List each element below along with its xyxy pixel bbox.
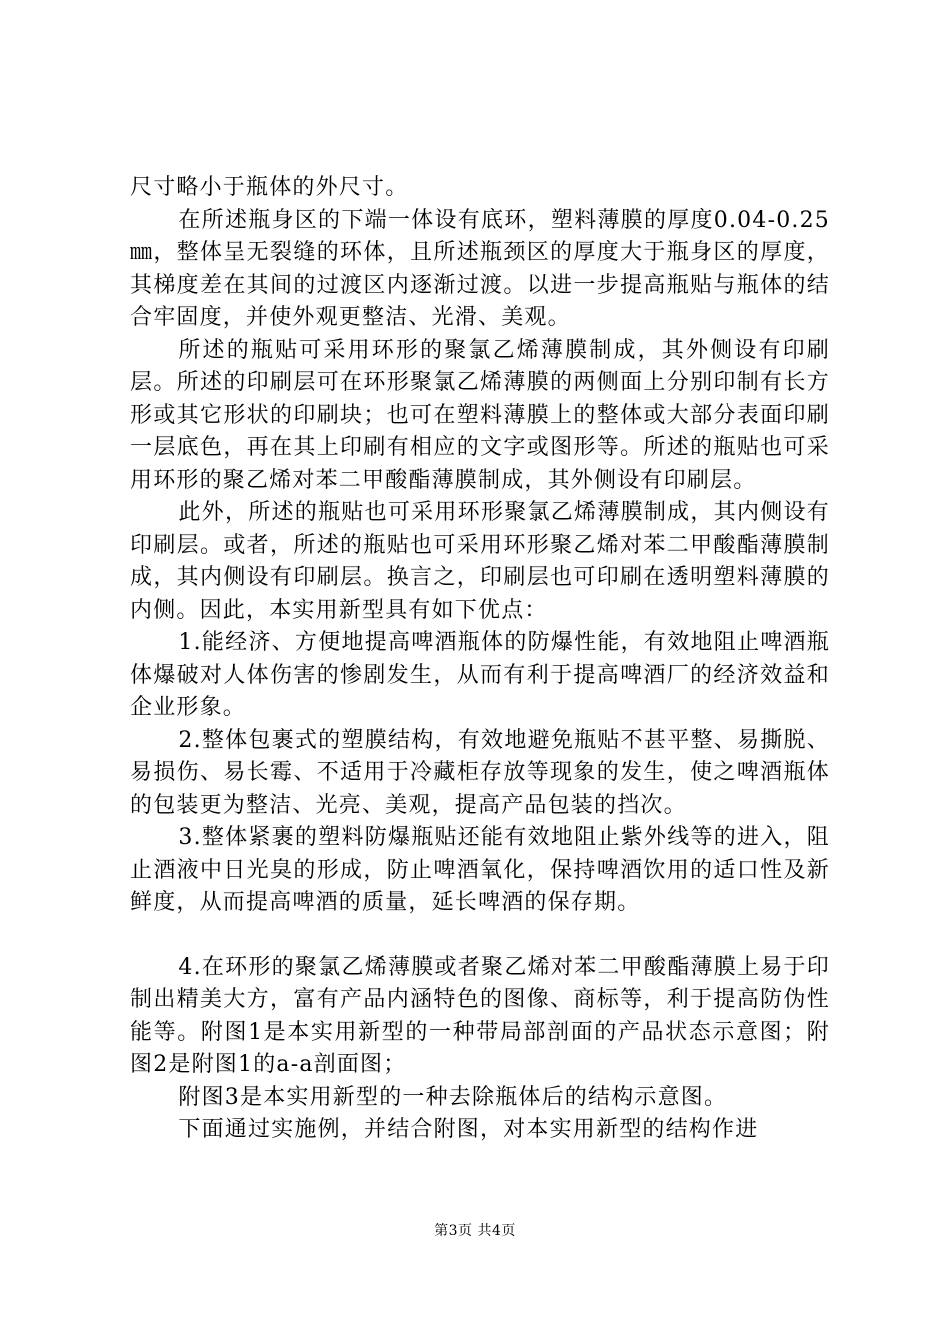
advantage-item-3: 3.整体紧裹的塑料防爆瓶贴还能有效地阻止紫外线等的进入，阻止酒液中日光臭的形成，防止啤酒氧化，保持啤酒饮用的适口性及新鲜度，从而提高啤酒的质量，延长啤酒的保存期。: [130, 825, 830, 915]
document-body: [130, 172, 830, 1147]
paragraph-pvc-outer-print: 所述的瓶贴可采用环形的聚氯乙烯薄膜制成，其外侧设有印刷层。所述的印刷层可在环形聚氯乙烯薄膜的两侧面上分别印制有长方形或其它形状的印刷块；也可在塑料薄膜上的整体或大部分表面印刷一层底色，再在其上印刷有相应的文字或图形等。所述的瓶贴也可采用环形的聚乙烯对苯二甲酸酯薄膜制成，其外侧设有印刷层。: [130, 337, 830, 493]
paragraph-inner-print: 此外，所述的瓶贴也可采用环形聚氯乙烯薄膜制成，其内侧设有印刷层。或者，所述的瓶贴也可采用环形聚乙烯对苯二甲酸酯薄膜制成，其内侧设有印刷层。换言之，印刷层也可印刷在透明塑料薄膜的内侧。因此，本实用新型具有如下优点：: [130, 500, 830, 623]
page-number: 第3页 共4页: [434, 1223, 516, 1239]
paragraph-figure-3: 附图3是本实用新型的一种去除瓶体后的结构示意图。: [178, 1084, 728, 1110]
advantage-item-1: 1.能经济、方便地提高啤酒瓶体的防爆性能，有效地阻止啤酒瓶体爆破对人体伤害的惨剧发生，从而有利于提高啤酒厂的经济效益和企业形象。: [130, 630, 830, 720]
advantage-item-2: 2.整体包裹式的塑膜结构，有效地避免瓶贴不甚平整、易撕脱、易损伤、易长霉、不适用于冷藏柜存放等现象的发生，使之啤酒瓶体的包装更为整洁、光亮、美观，提高产品包装的挡次。: [130, 727, 830, 818]
advantage-item-4: 4.在环形的聚氯乙烯薄膜或者聚乙烯对苯二甲酸酯薄膜上易于印制出精美大方，富有产品内涵特色的图像、商标等，利于提高防伪性能等。附图1是本实用新型的一种带局部剖面的产品状态示意图；附图2是附图1的a-a剖面图；: [130, 954, 830, 1077]
paragraph-bottom-ring: 在所述瓶身区的下端一体设有底环，塑料薄膜的厚度0.04-0.25㎜，整体呈无裂缝的环体，且所述瓶颈区的厚度大于瓶身区的厚度，其梯度差在其间的过渡区内逐渐过渡。以进一步提高瓶贴与瓶体的结合牢固度，并使外观更整洁、光滑、美观。: [130, 207, 830, 330]
paragraph-embodiment-intro: 下面通过实施例，并结合附图，对本实用新型的结构作进: [178, 1117, 759, 1142]
paragraph-continuation: 尺寸略小于瓶体的外尺寸。: [130, 175, 409, 200]
page-footer: [0, 1220, 950, 1240]
